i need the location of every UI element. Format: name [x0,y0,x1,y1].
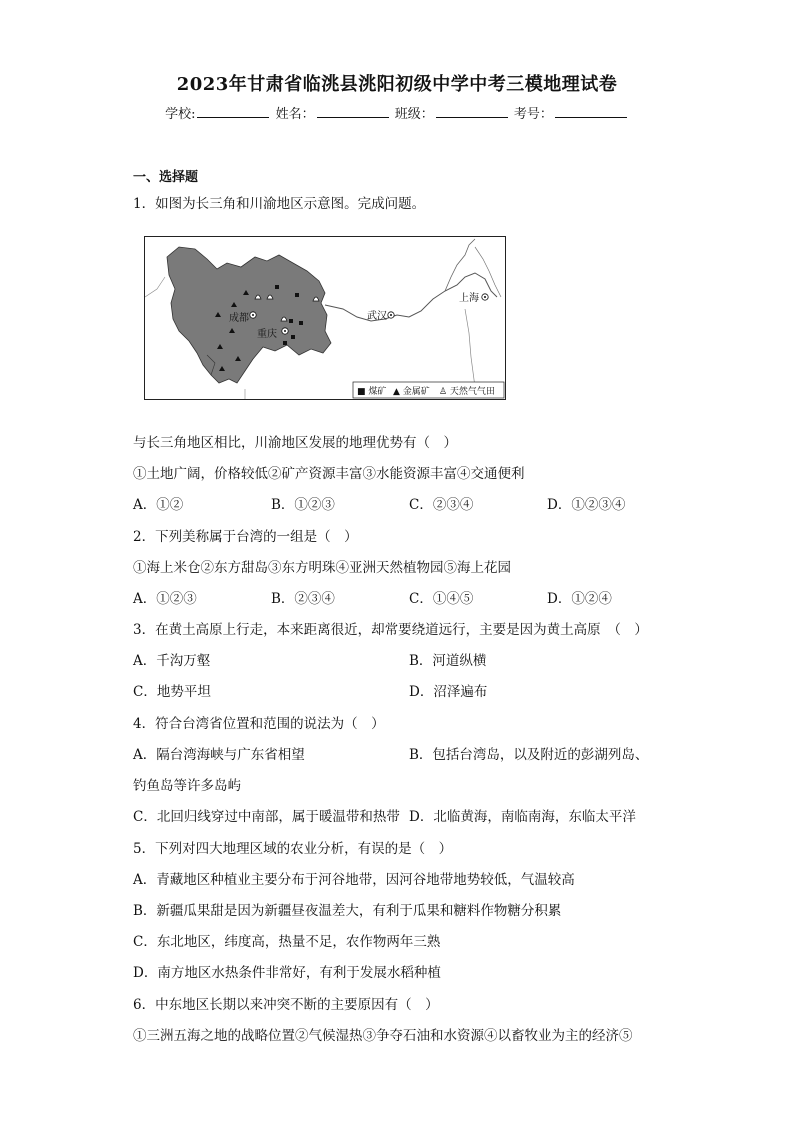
han-river [445,239,475,291]
q5-option-d[interactable]: D．南方地区水热条件非常好，有利于发展水稻种植 [133,965,441,981]
q1-option-a[interactable]: A．①② [133,497,184,513]
q3-option-b[interactable]: B．河道纵横 [409,653,487,669]
q2-stem: 2．下列美称属于台湾的一组是（ ） [133,529,358,545]
coal-mine-marker [295,293,299,297]
chengdu-label: 成都 [229,313,249,324]
school-blank[interactable] [197,105,269,118]
coal-mine-marker [275,285,279,289]
west-border [145,277,165,297]
q2-option-d[interactable]: D．①②④ [547,591,612,607]
name-blank[interactable] [317,105,389,118]
coal-mine-marker [299,321,303,325]
q1-items: ①土地广阔，价格较低②矿产资源丰富③水能资源丰富④交通便利 [133,466,525,482]
q5-option-c[interactable]: C．东北地区，纬度高，热量不足，农作物两年三熟 [133,934,441,950]
q1-stem: 与长三角地区相比，川渝地区发展的地理优势有（ ） [133,435,457,451]
chongqing-marker-dot [284,330,286,332]
wuhan-label: 武汉 [367,311,387,322]
chongqing-label: 重庆 [257,329,277,340]
q6-stem: 6．中东地区长期以来冲突不断的主要原因有（ ） [133,997,439,1013]
sichuan-yangtze-map [144,236,506,400]
chengdu-marker-dot [252,314,254,316]
legend-coal: ■ 煤矿 [357,387,387,397]
coal-mine-marker [283,341,287,345]
exam-title: 2023年甘肃省临洮县洮阳初级中学中考三模地理试卷 [176,74,618,95]
q1-option-c[interactable]: C．②③④ [409,497,474,513]
map-svg [145,237,505,399]
q3-option-a[interactable]: A．千沟万壑 [133,653,211,669]
exam-no-label: 考号： [513,107,553,122]
school-label: 学校: [165,107,196,122]
q2-option-a[interactable]: A．①②③ [133,591,197,607]
q4-option-d[interactable]: D．北临黄海，南临南海，东临太平洋 [409,809,636,825]
student-info-line [0,103,794,122]
q4-option-c[interactable]: C．北回归线穿过中南部，属于暖温带和热带 [133,809,400,825]
q4-stem: 4．符合台湾省位置和范围的说法为（ ） [133,716,385,732]
wuhan-marker-dot [390,314,392,316]
q5-stem: 5．下列对四大地理区域的农业分析，有误的是（ ） [133,841,453,857]
coastline [475,247,501,297]
legend-gas: ♙ 天然气气田 [439,387,495,397]
q1-intro: 1．如图为长三角和川渝地区示意图。完成问题。 [133,196,426,212]
q3-stem: 3．在黄土高原上行走，本来距离很近，却常要绕道远行，主要是因为黄土高原 （ ） [133,622,648,638]
chuanyu-region [167,247,331,383]
section-heading: 一、选择题 [133,170,199,185]
q2-items: ①海上米仓②东方甜岛③东方明珠④亚洲天然植物园⑤海上花园 [133,560,511,576]
q5-option-a[interactable]: A．青藏地区种植业主要分布于河谷地带，因河谷地带地势较低，气温较高 [133,872,575,888]
q2-option-b[interactable]: B．②③④ [271,591,335,607]
q6-items: ①三洲五海之地的战略位置②气候湿热③争夺石油和水资源④以畜牧业为主的经济⑤ [133,1028,633,1044]
q4-option-a[interactable]: A．隔台湾海峡与广东省相望 [133,747,305,763]
class-label: 班级： [394,107,434,122]
shanghai-label: 上海 [459,293,479,304]
q1-option-d[interactable]: D．①②③④ [547,497,626,513]
q4-option-b[interactable]: B．包括台湾岛，以及附近的彭湖列岛、 [409,747,649,763]
q3-option-d[interactable]: D．沼泽遍布 [409,684,488,700]
q3-option-c[interactable]: C．地势平坦 [133,684,211,700]
q5-option-b[interactable]: B．新疆瓜果甜是因为新疆昼夜温差大，有利于瓜果和糖料作物糖分积累 [133,903,562,919]
coal-mine-marker [291,335,295,339]
q1-option-b[interactable]: B．①②③ [271,497,335,513]
coal-mine-marker [289,319,293,323]
class-blank[interactable] [436,105,508,118]
q4-option-b-continued: 钓鱼岛等许多岛屿 [133,778,241,794]
shanghai-marker-dot [484,296,486,298]
q2-option-c[interactable]: C．①④⑤ [409,591,474,607]
legend-metal: ▲ 金属矿 [393,387,430,397]
southern-river [465,309,475,387]
exam-no-blank[interactable] [555,105,627,118]
name-label: 姓名： [275,107,315,122]
